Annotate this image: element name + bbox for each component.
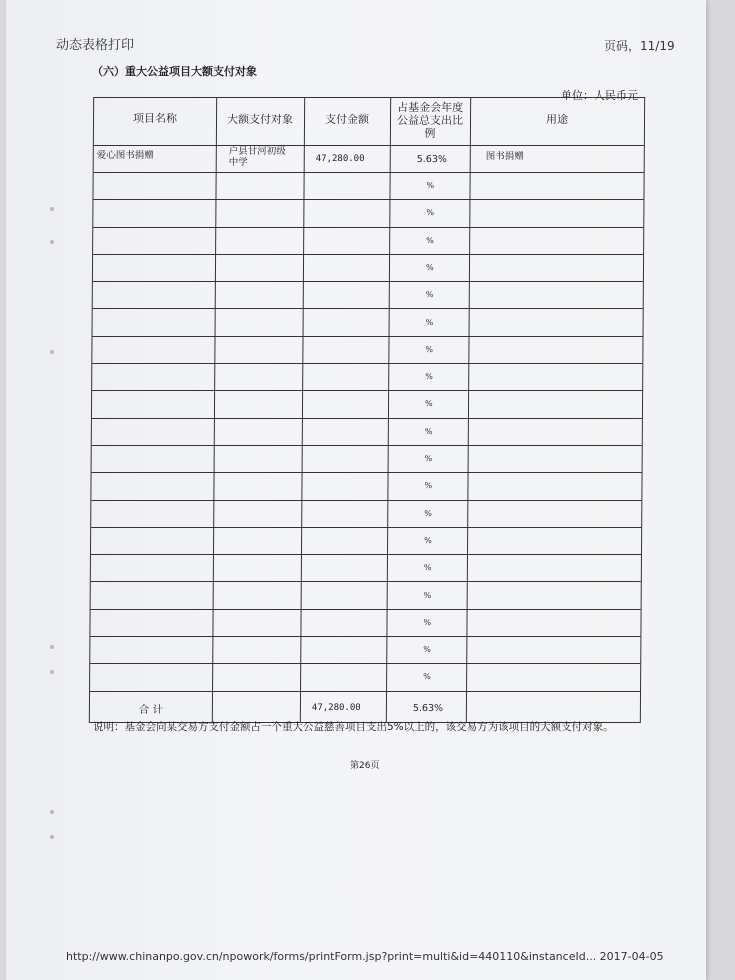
row-project-name: 爱心图书捐赠 <box>96 150 154 161</box>
row-recipient-line2: 中学 <box>228 157 248 168</box>
empty-ratio-mark: % <box>425 399 433 409</box>
table-row <box>92 390 642 418</box>
table-row <box>93 281 643 309</box>
table-row <box>91 582 641 610</box>
currency-unit: 单位：人民币元 <box>561 89 638 102</box>
row-recipient-line1: 户县甘河初级 <box>228 146 286 157</box>
binder-hole <box>50 835 54 839</box>
empty-ratio-mark: % <box>425 344 434 354</box>
empty-ratio-mark: % <box>424 454 433 463</box>
empty-ratio-mark: % <box>423 617 432 627</box>
col-header-ratio-line2: 公益总支出比 <box>396 114 464 127</box>
empty-ratio-mark: % <box>424 481 433 491</box>
row-purpose: 图书捐赠 <box>485 151 524 162</box>
table-row <box>91 500 641 528</box>
table-row <box>93 254 643 282</box>
section-title: （六）重大公益项目大额支付对象 <box>92 65 257 78</box>
table-row <box>92 363 642 391</box>
col-header-ratio-line3: 例 <box>424 127 436 140</box>
col-header-recipient: 大额支付对象 <box>226 113 294 126</box>
row-amount: 47,280.00 <box>315 154 365 164</box>
binder-hole <box>50 240 54 244</box>
binder-hole <box>50 810 54 814</box>
table-row <box>92 445 642 473</box>
table-row <box>92 418 642 446</box>
col-header-ratio <box>390 101 470 140</box>
empty-ratio-mark: % <box>423 563 432 573</box>
col-header-amount: 支付金额 <box>324 113 370 126</box>
print-footer-url: http://www.chinanpo.gov.cn/npowork/forms/printForm.jsp?print=multi&id=440110&instanceId... 2017-04-05 <box>66 950 664 963</box>
print-page-indicator: 页码，11/19 <box>604 39 675 53</box>
payment-table <box>89 97 645 723</box>
footnote: 说明：基金会向某交易方支付金额占一个重大公益慈善项目支出5%以上的，该交易方为该项目的大额支付对象。 <box>93 721 614 733</box>
col-header-purpose: 用途 <box>545 113 569 126</box>
table-row <box>93 199 643 227</box>
empty-ratio-mark: % <box>426 208 435 218</box>
col-header-ratio-line1: 占基金会年度 <box>397 101 464 114</box>
col-header-name: 项目名称 <box>132 112 178 125</box>
table-row <box>90 609 640 637</box>
table-row <box>93 227 643 255</box>
empty-ratio-mark: % <box>423 672 431 682</box>
table-row <box>92 336 642 364</box>
empty-ratio-mark: % <box>424 508 432 518</box>
table-row <box>91 554 641 582</box>
table-row <box>91 472 641 500</box>
empty-ratio-mark: % <box>425 290 434 300</box>
total-ratio: 5.63% <box>412 703 444 714</box>
binder-hole <box>50 670 54 674</box>
table-row <box>90 636 640 664</box>
table-row <box>93 172 643 200</box>
table-row <box>90 663 640 691</box>
binder-hole <box>50 207 54 211</box>
binder-hole <box>50 645 54 649</box>
empty-ratio-mark: % <box>424 535 432 545</box>
total-amount: 47,280.00 <box>311 703 361 713</box>
table-row <box>91 527 641 555</box>
binder-hole <box>50 350 54 354</box>
total-label: 合 计 <box>138 704 164 716</box>
page-number: 第26页 <box>350 761 380 771</box>
row-ratio: 5.63% <box>416 154 447 165</box>
empty-ratio-mark: % <box>423 645 431 655</box>
row-recipient <box>229 146 286 168</box>
empty-ratio-mark: % <box>425 317 434 327</box>
empty-ratio-mark: % <box>425 262 434 272</box>
empty-ratio-mark: % <box>426 181 435 190</box>
table-row <box>94 145 644 173</box>
print-header-title: 动态表格打印 <box>56 38 135 53</box>
empty-ratio-mark: % <box>423 590 432 600</box>
table-row <box>93 309 643 337</box>
empty-ratio-mark: % <box>426 235 434 245</box>
empty-ratio-mark: % <box>424 426 433 436</box>
empty-ratio-mark: % <box>425 372 433 382</box>
